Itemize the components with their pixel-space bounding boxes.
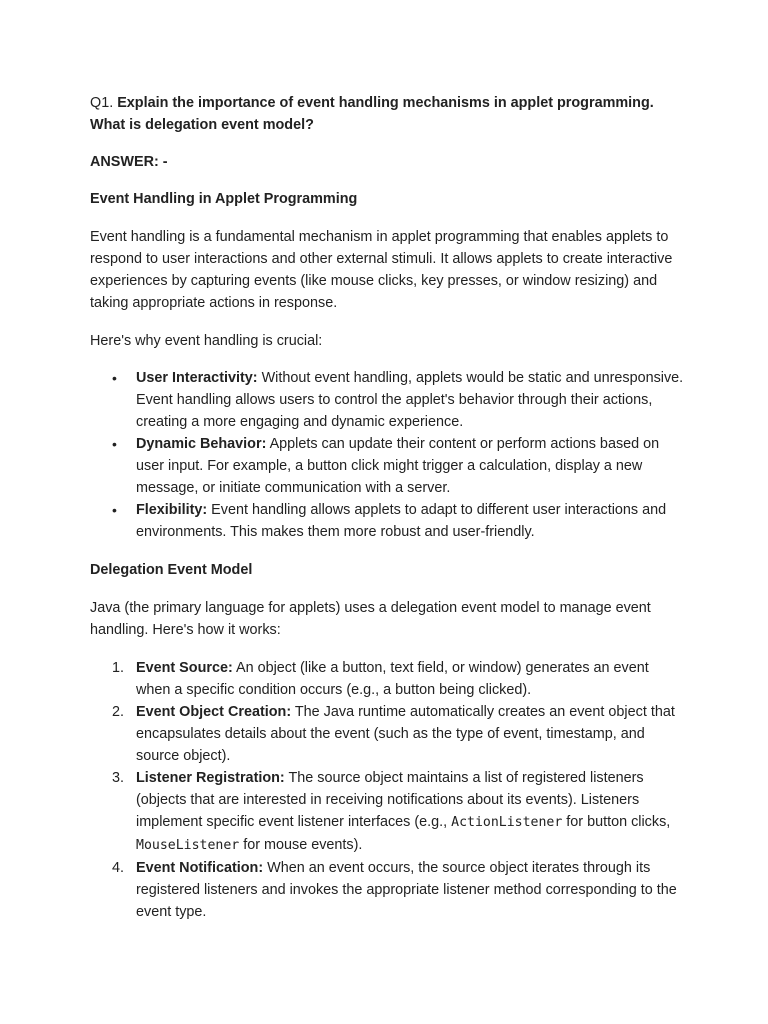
list-item	[90, 367, 685, 433]
list-item	[90, 499, 685, 543]
list-item	[90, 767, 685, 857]
question	[90, 92, 685, 136]
section-heading-delegation-model: Delegation Event Model	[90, 562, 253, 578]
code-action-listener: ActionListener	[451, 815, 563, 830]
bullet-title: Flexibility:	[136, 502, 208, 518]
code-mouse-listener: MouseListener	[136, 838, 240, 853]
bullet-text: Without event handling, applets would be static and unresponsive. Event handling allows users to control the applet's behavior through their actions, creating a more engaging and dynamic experience.	[136, 370, 684, 430]
step-number: 3.	[112, 770, 125, 786]
step-number: 1.	[112, 660, 125, 676]
bullet-title: Dynamic Behavior:	[136, 436, 267, 452]
bullet-marker: •	[112, 370, 117, 386]
bullet-text: Applets can update their content or perform actions based on user input. For example, a button click might trigger a calculation, display a new message, or initiate communication with a server.	[136, 436, 660, 496]
step-title: Event Notification:	[136, 860, 264, 876]
step-text: The source object maintains a list of registered listeners (objects that are interested in receiving notifications about its events). Listeners implement specific event listener interfaces (e.g.,	[136, 770, 644, 830]
step-text: The Java runtime automatically creates an event object that encapsulates details about the event (such as the type of event, timestamp, and source object).	[136, 704, 675, 764]
step-number: 2.	[112, 704, 125, 720]
bullet-list-importance	[90, 367, 685, 543]
bullet-title: User Interactivity:	[136, 370, 258, 386]
step-title: Listener Registration:	[136, 770, 285, 786]
step-text: An object (like a button, text field, or window) generates an event when a specific condition occurs (e.g., a button being clicked).	[136, 660, 649, 698]
list-item	[90, 701, 685, 767]
list-item	[90, 433, 685, 499]
step-text: for mouse events).	[239, 837, 363, 853]
answer-label: ANSWER: -	[90, 154, 168, 170]
step-number: 4.	[112, 860, 125, 876]
paragraph-why-crucial: Here's why event handling is crucial:	[90, 333, 323, 349]
step-title: Event Object Creation:	[136, 704, 292, 720]
paragraph-delegation-intro: Java (the primary language for applets) uses a delegation event model to manage event handling. Here's how it works:	[90, 600, 651, 638]
step-text: When an event occurs, the source object iterates through its registered listeners and invokes the appropriate listener method corresponding to the event type.	[136, 860, 677, 920]
list-item	[90, 657, 685, 701]
step-text: for button clicks,	[562, 814, 671, 830]
question-prefix: Q1.	[90, 95, 118, 111]
paragraph-event-handling-intro: Event handling is a fundamental mechanism in applet programming that enables applets to respond to user interactions and other external stimuli. It allows applets to create interactive experiences by capturing events (like mouse clicks, key presses, or window resizing) and taking appropriate actions in response.	[90, 229, 673, 311]
document-page	[90, 92, 685, 923]
bullet-marker: •	[112, 502, 117, 518]
list-item	[90, 857, 685, 923]
bullet-text: Event handling allows applets to adapt to different user interactions and environments. This makes them more robust and user-friendly.	[136, 502, 667, 540]
numbered-list-delegation-steps	[90, 657, 685, 923]
question-text: Explain the importance of event handling mechanisms in applet programming. What is delegation event model?	[90, 95, 654, 133]
bullet-marker: •	[112, 436, 117, 452]
section-heading-event-handling: Event Handling in Applet Programming	[90, 191, 358, 207]
step-title: Event Source:	[136, 660, 233, 676]
